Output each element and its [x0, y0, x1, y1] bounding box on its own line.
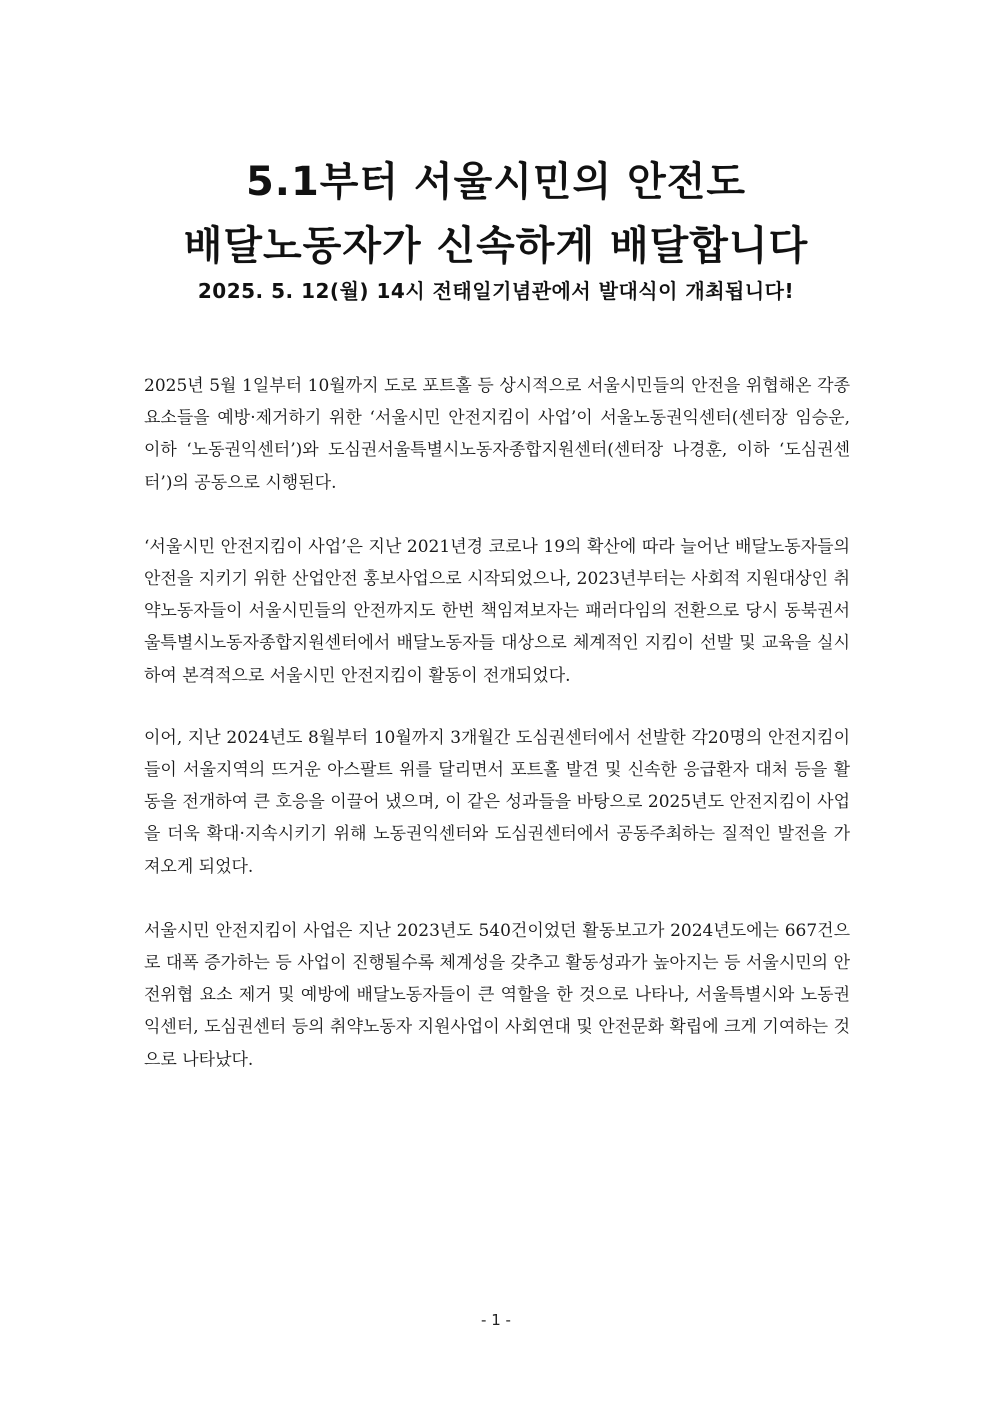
- body-text: [144, 370, 850, 1108]
- paragraph-1: 2025년 5월 1일부터 10월까지 도로 포트홀 등 상시적으로 서울시민들의 안전을 위협해온 각종 요소들을 예방·제거하기 위한 ‘서울시민 안전지킴이 사업’이 서울노동권익센터(센터장 임승운, 이하 ‘노동권익센터’)와 도심권서울특별시노동자종합지원센터(센터장 나경훈, 이하 ‘도심권센터’)의 공동으로 시행된다.: [144, 376, 850, 493]
- paragraph-2: ‘서울시민 안전지킴이 사업’은 지난 2021년경 코로나 19의 확산에 따라 늘어난 배달노동자들의 안전을 지키기 위한 산업안전 홍보사업으로 시작되었으나, 2023년부터는 사회적 지원대상인 취약노동자들이 서울시민들의 안전까지도 한번 책임져보자는 패러다임의 전환으로 당시 동북권서울특별시노동자종합지원센터에서 배달노동자들 대상으로 체계적인 지킴이 선발 및 교육을 실시하여 본격적으로 서울시민 안전지킴이 활동이 전개되었다.: [144, 536, 850, 686]
- paragraph-3: 이어, 지난 2024년도 8월부터 10월까지 3개월간 도심권센터에서 선발한 각20명의 안전지킴이들이 서울지역의 뜨거운 아스팔트 위를 달리면서 포트홀 발견 및 신속한 응급환자 대처 등을 활동을 전개하여 큰 호응을 이끌어 냈으며, 이 같은 성과들을 바탕으로 2025년도 안전지킴이 사업을 더욱 확대·지속시키기 위해 노동권익센터와 도심권센터에서 공동주최하는 질적인 발전을 가져오게 되었다.: [144, 727, 850, 877]
- subtitle: 2025. 5. 12(월) 14시 전태일기념관에서 발대식이 개최됩니다!: [197, 279, 795, 303]
- title-line-1: 5.1부터 서울시민의 안전도: [245, 159, 747, 205]
- title-block: [0, 150, 992, 278]
- title-line-2: 배달노동자가 신속하게 배달합니다: [183, 223, 809, 269]
- page-number: - 1 -: [481, 1311, 511, 1329]
- paragraph-4: 서울시민 안전지킴이 사업은 지난 2023년도 540건이었던 활동보고가 2024년도에는 667건으로 대폭 증가하는 등 사업이 진행될수록 체계성을 갖추고 활동성과가 높아지는 등 서울시민의 안전위협 요소 제거 및 예방에 배달노동자들이 큰 역할을 한 것으로 나타나, 서울특별시와 노동권익센터, 도심권센터 등의 취약노동자 지원사업이 사회연대 및 안전문화 확립에 크게 기여하는 것으로 나타났다.: [144, 920, 850, 1070]
